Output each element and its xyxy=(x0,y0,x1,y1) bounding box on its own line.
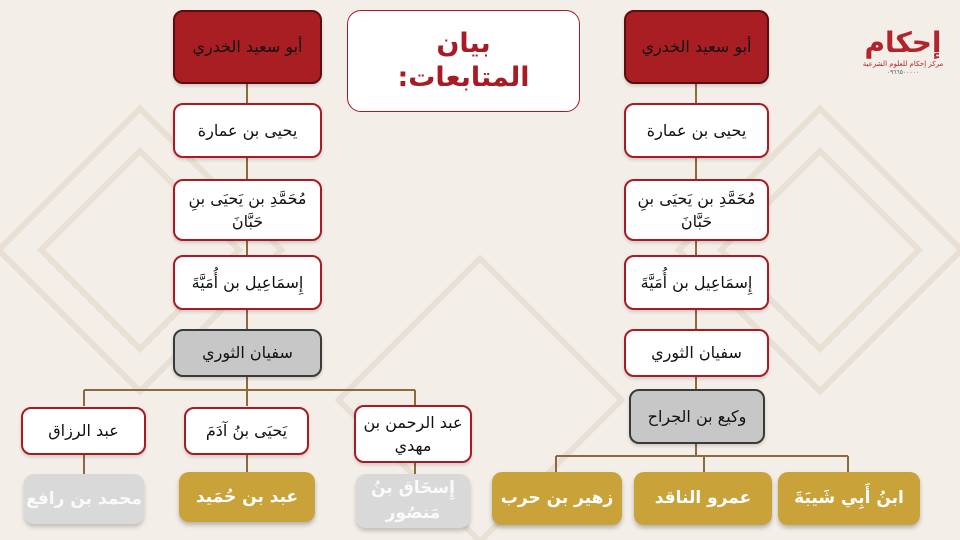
left-chain-node-4: سفيان الثوري xyxy=(173,329,322,377)
right-student-2: عمرو الناقد xyxy=(634,472,772,525)
logo-subtitle: مركز إحكام للعلوم الشرعية xyxy=(862,60,944,68)
left-student-2: عبد بن حُمَيد xyxy=(179,472,315,522)
right-chain-node-5: وكيع بن الجراح xyxy=(629,389,765,444)
left-branch-3: عبد الرزاق xyxy=(21,407,146,455)
right-student-3: زهير بن حرب xyxy=(492,472,622,525)
right-chain-node-4: سفيان الثوري xyxy=(624,329,769,377)
left-chain-node-3: إِسمَاعِيل بن أُمَيَّةَ xyxy=(173,255,322,310)
logo-number: ٠٩٦٦٥٠٠٠٠٠ xyxy=(886,69,920,76)
left-branch-2: يَحيَى بنُ آدَمَ xyxy=(184,407,309,455)
right-chain-node-1: يحيى بن عمارة xyxy=(624,103,769,158)
right-student-1: ابنُ أَبِي شَيبَةَ xyxy=(778,472,920,525)
right-chain-node-3: إِسمَاعِيل بن أُمَيَّةَ xyxy=(624,255,769,310)
left-chain-top-node: أبو سعيد الخدري xyxy=(173,10,322,84)
logo-wordmark: إحكام xyxy=(864,26,942,59)
page-title xyxy=(347,10,580,112)
right-chain-node-2: مُحَمَّدِ بن يَحيَى بنِ حَبَّانَ xyxy=(624,179,769,241)
left-chain-node-1: يحيى بن عمارة xyxy=(173,103,322,158)
left-student-1: إِسحَاق بنُ مَنصُور xyxy=(356,474,470,528)
left-student-3: محمد بن رافع xyxy=(24,474,144,524)
left-chain-node-2: مُحَمَّدِ بن يَحيَى بنِ حَبَّانَ xyxy=(173,179,322,241)
title-line-2: المتابعات: xyxy=(397,62,530,93)
right-chain-top-node: أبو سعيد الخدري xyxy=(624,10,769,84)
title-line-1: بيان xyxy=(436,28,491,60)
logo xyxy=(862,18,944,88)
left-branch-1: عبد الرحمن بن مهدي xyxy=(354,405,472,463)
